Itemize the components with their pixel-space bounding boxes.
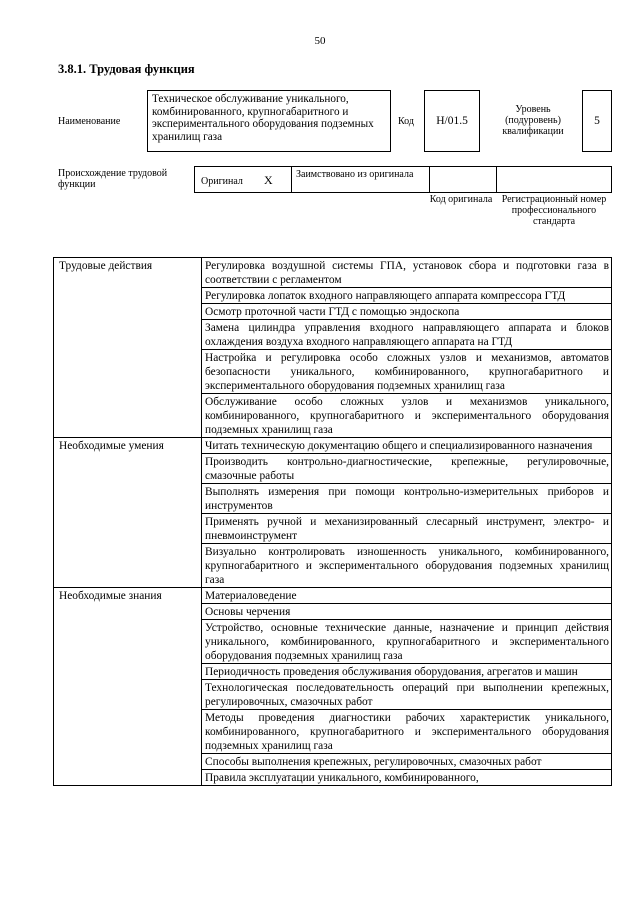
requirement-item: Регулировка воздушной системы ГПА, установок сбора и подготовки газа в соответствии с регламентом [202,258,612,288]
requirement-item: Визуально контролировать изношенность уникального, комбинированного, крупногабаритного и экспериментального оборудования подземных хранилищ газа [202,544,612,588]
table-row [54,438,612,454]
function-name-box: Техническое обслуживание уникального, комбинированного, крупногабаритного и экспериментального оборудования подземных хранилищ газа [147,90,391,152]
requirement-item: Правила эксплуатации уникального, комбинированного, [202,770,612,786]
requirement-item: Основы черчения [202,604,612,620]
section-title: 3.8.1. Трудовая функция [58,62,195,76]
requirement-item: Замена цилиндра управления входного направляющего аппарата и блоков охлаждения воздуха входного направляющего аппарата на ГТД [202,320,612,350]
level-value: 5 [594,115,600,127]
requirement-item: Периодичность проведения обслуживания оборудования, агрегатов и машин [202,664,612,680]
divider [496,167,497,192]
code-label: Код [398,116,414,127]
requirement-item: Читать техническую документацию общего и специализированного назначения [202,438,612,454]
requirement-item: Настройка и регулировка особо сложных узлов и механизмов, автоматов безопасности уникального, комбинированного, крупногабаритного и экспериментального оборудования подземных хранилищ газа [202,350,612,394]
function-details-table [53,257,612,786]
original-label: Оригинал [201,176,243,187]
code-box [424,90,480,152]
requirement-item: Производить контрольно-диагностические, крепежные, регулировочные, смазочные работы [202,454,612,484]
divider [429,167,430,192]
requirement-item: Способы выполнения крепежных, регулировочных, смазочных работ [202,754,612,770]
level-box [582,90,612,152]
divider [291,167,292,192]
name-label: Наименование [58,116,121,127]
borrowed-label: Заимствовано из оригинала [296,169,414,180]
requirement-item: Регулировка лопаток входного направляющего аппарата компрессора ГТД [202,288,612,304]
requirement-item: Обслуживание особо сложных узлов и механизмов уникального, комбинированного, крупногабаритного и экспериментального оборудования подземных хранилищ газа [202,394,612,438]
table-row [54,588,612,604]
section-heading: Необходимые знания [54,588,202,786]
section-heading: Трудовые действия [54,258,202,438]
requirement-item: Методы проведения диагностики рабочих характеристик уникального, комбинированного, крупногабаритного и экспериментального оборудования подземных хранилищ газа [202,710,612,754]
table-row [54,258,612,288]
code-original-label: Код оригинала [429,194,493,205]
level-label: Уровень (подуровень) квалификации [502,104,564,137]
requirement-item: Осмотр проточной части ГТД с помощью эндоскопа [202,304,612,320]
original-mark: X [264,173,273,187]
code-value: Н/01.5 [436,115,468,127]
reg-number-label: Регистрационный номер профессионального стандарта [501,194,607,227]
section-heading: Необходимые умения [54,438,202,588]
requirement-item: Устройство, основные технические данные, назначение и принцип действия уникального, комбинированного, крупногабаритного и экспериментального оборудования подземных хранилищ газа [202,620,612,664]
requirement-item: Выполнять измерения при помощи контрольно-измерительных приборов и инструментов [202,484,612,514]
requirement-item: Применять ручной и механизированный слесарный инструмент, электро- и пневмоинструмент [202,514,612,544]
origin-label: Происхождение трудовой функции [58,168,168,190]
page-number: 50 [314,35,326,47]
origin-row [194,166,612,193]
requirement-item: Технологическая последовательность операций при выполнении крепежных, регулировочных, смазочных работ [202,680,612,710]
requirement-item: Материаловедение [202,588,612,604]
